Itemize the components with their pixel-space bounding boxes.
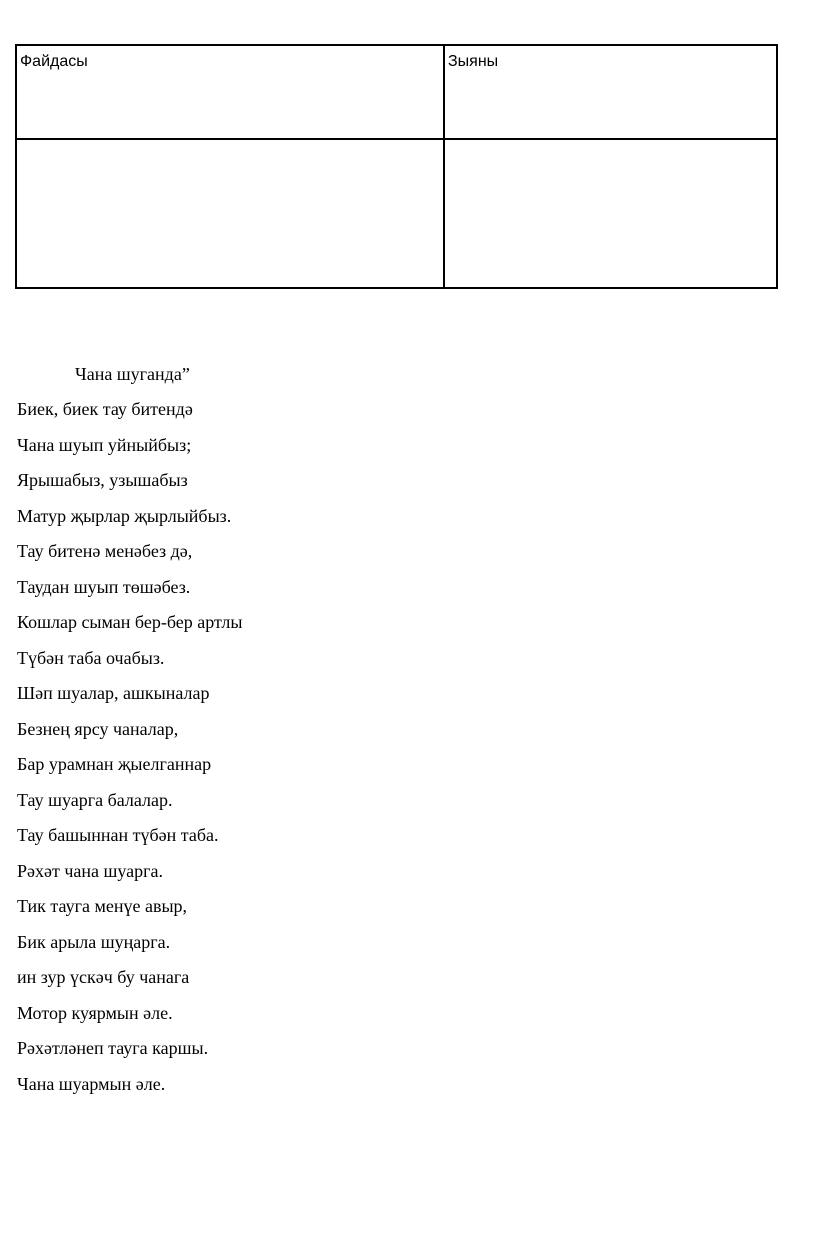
poem-line: Безнең ярсу чаналар, xyxy=(17,718,179,739)
poem-line: Бик арыла шуңарга. xyxy=(17,931,171,952)
poem-line: Таудан шуып төшәбез. xyxy=(17,576,191,597)
poem-line: Чана шуып уйныйбыз; xyxy=(17,434,192,455)
poem-line: Рәхәт чана шуарга. xyxy=(17,860,164,881)
table-cell-cons xyxy=(444,139,777,288)
poem-line: Бар урамнан җыелганнар xyxy=(17,754,212,774)
table-row xyxy=(16,139,777,288)
poem-line: ин зур үскәч бу чанага xyxy=(17,967,190,987)
poem-line: Кошлар сыман бер-бер артлы xyxy=(17,612,243,632)
poem-line: Биек, биек тау битендә xyxy=(17,399,193,419)
header-cell-pros: Файдасы xyxy=(16,45,444,139)
poem-line: Тау битенә менәбез дә, xyxy=(17,541,193,561)
poem-line: Мотор куярмын әле. xyxy=(17,1002,173,1023)
header-cell-cons: Зыяны xyxy=(444,45,777,139)
poem-line: Түбән таба очабыз. xyxy=(17,647,165,668)
table-cell-pros xyxy=(16,139,444,288)
poem-line: Рәхәтләнеп тауга каршы. xyxy=(17,1038,209,1058)
table-header-row xyxy=(16,45,777,139)
poem-line: Ярышабыз, узышабыз xyxy=(17,470,188,490)
poem-line: Тау шуарга балалар. xyxy=(17,789,173,810)
poem-line: Матур җырлар җырлыйбыз. xyxy=(17,505,232,526)
poem-line: Тик таугa менүе авыр, xyxy=(17,896,188,916)
poem-line: Шәп шуалар, ашкыналар xyxy=(17,683,210,703)
poem-title: Чана шуганда” xyxy=(75,364,190,384)
poem-line: Чана шуармын әле. xyxy=(17,1073,166,1094)
poem-line: Тау башыннан түбән таба. xyxy=(17,825,219,845)
pros-cons-table xyxy=(15,44,778,289)
poem xyxy=(17,357,797,1102)
